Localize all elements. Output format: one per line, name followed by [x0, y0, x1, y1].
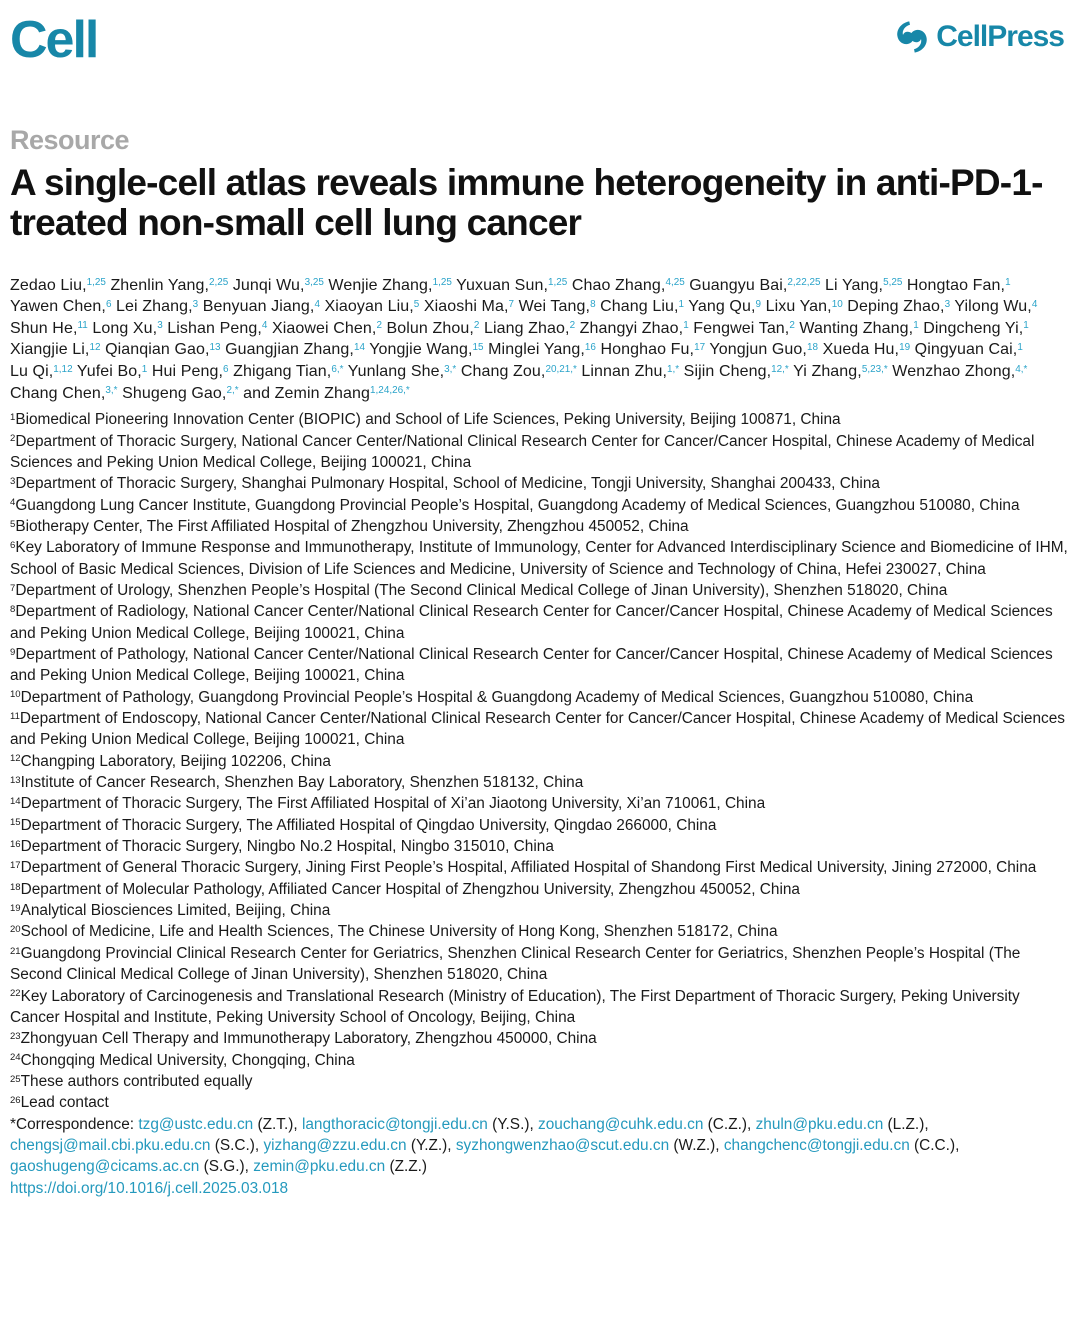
- author: Benyuan Jiang,$^4$: [202, 298, 320, 316]
- correspondence-email-link[interactable]: changchenc@tongji.edu.cn: [723, 1136, 910, 1154]
- author: Li Yang,$^{5,25}$: [825, 276, 903, 294]
- article-title: A single-cell atlas reveals immune heterogeneity in anti-PD-1-treated non-small cell lung cancer: [10, 162, 1043, 244]
- affiliation: $^{13}$Institute of Cancer Research, Shenzhen Bay Laboratory, Shenzhen 518132, China: [10, 774, 584, 792]
- author: Guangyu Bai,$^{2,22,25}$: [689, 276, 821, 294]
- author: Lixu Yan,$^{10}$: [765, 298, 843, 316]
- author: Linnan Zhu,$^{1,*}$: [581, 363, 680, 381]
- author: Sijin Cheng,$^{12,*}$: [683, 363, 789, 381]
- author: Long Xu,$^3$: [92, 319, 163, 337]
- author: Lu Qi,$^{1,12}$: [10, 363, 73, 381]
- cellpress-logo-text: CellPress: [936, 20, 1064, 53]
- affiliation: $^{15}$Department of Thoracic Surgery, The Affiliated Hospital of Qingdao University, Qingdao 266000, China: [10, 816, 717, 834]
- author: Minglei Yang,$^{16}$: [488, 341, 596, 359]
- correspondence-email-link[interactable]: tzg@ustc.edu.cn: [138, 1115, 254, 1133]
- affiliation: $^8$Department of Radiology, National Cancer Center/National Clinical Research Center for Cancer/Cancer Hospital, Chinese Academy of Medical Sciences and Peking Union Medical College, Beijing 100021, China: [10, 603, 1053, 642]
- author: Yilong Wu,$^4$: [954, 298, 1038, 316]
- affiliation: $^{19}$Analytical Biosciences Limited, Beijing, China: [10, 902, 331, 920]
- affiliation: $^5$Biotherapy Center, The First Affiliated Hospital of Zhengzhou University, Zhengzhou 450052, China: [10, 517, 689, 535]
- correspondence-block: *Correspondence: tzg@ustc.edu.cn (Z.T.), langthoracic@tongji.edu.cn (Y.S.), zouchang@cuhk.edu.cn (C.Z.), zhuln@pku.edu.cn (L.Z.), chengsj@mail.cbi.pku.edu.cn (S.C.), yizhang@zzu.edu.cn (Y.Z.), syzhongwenzhao@scut.edu.cn (W.Z.), changchenc@tongji.edu.cn (C.C.), gaoshugeng@cicams.ac.cn (S.G.), zemin@pku.edu.cn (Z.Z.): [10, 1115, 960, 1176]
- author: Xiangjie Li,$^{12}$: [10, 341, 101, 359]
- author: Yongjun Guo,$^{18}$: [709, 341, 819, 359]
- author: Wanting Zhang,$^1$: [799, 319, 919, 337]
- affiliation: $^3$Department of Thoracic Surgery, Shanghai Pulmonary Hospital, School of Medicine, Tongji University, Shanghai 200433, China: [10, 475, 880, 493]
- affiliation: $^{23}$Zhongyuan Cell Therapy and Immunotherapy Laboratory, Zhengzhou 450000, China: [10, 1030, 597, 1048]
- affiliation: $^{18}$Department of Molecular Pathology, Affiliated Cancer Hospital of Zhengzhou University, Zhengzhou 450052, China: [10, 880, 800, 898]
- affiliation: $^6$Key Laboratory of Immune Response and Immunotherapy, Institute of Immunology, Center for Advanced Interdisciplinary Science and Biomedicine of IHM, School of Basic Medical Sciences, Division of Life Sciences and Medicine, University of Science and Technology of China, Hefei 230027, China: [10, 539, 1068, 578]
- affiliation: $^{16}$Department of Thoracic Surgery, Ningbo No.2 Hospital, Ningbo 315010, China: [10, 838, 554, 856]
- correspondence-email-link[interactable]: syzhongwenzhao@scut.edu.cn: [455, 1136, 670, 1154]
- author: Guangjian Zhang,$^{14}$: [225, 341, 365, 359]
- affiliation: $^{11}$Department of Endoscopy, National Cancer Center/National Clinical Research Center for Cancer/Cancer Hospital, Chinese Academy of Medical Sciences and Peking Union Medical College, Beijing 100021, China: [10, 710, 1065, 749]
- author: Wenzhao Zhong,$^{4,*}$: [892, 363, 1028, 381]
- affiliation: $^2$Department of Thoracic Surgery, National Cancer Center/National Clinical Research Center for Cancer/Cancer Hospital, Chinese Academy of Medical Sciences and Peking Union Medical College, Beijing 100021, China: [10, 432, 1035, 471]
- author: Yunlang She,$^{3,*}$: [347, 363, 457, 381]
- affiliation: $^{12}$Changping Laboratory, Beijing 102206, China: [10, 752, 331, 770]
- author: Deping Zhao,$^3$: [847, 298, 951, 316]
- affiliation: $^{24}$Chongqing Medical University, Chongqing, China: [10, 1051, 355, 1069]
- article-type-label: Resource: [10, 125, 130, 155]
- author: Chang Zou,$^{20,21,*}$: [460, 363, 577, 381]
- author: Yi Zhang,$^{5,23,*}$: [793, 363, 888, 381]
- author: Chang Liu,$^1$: [600, 298, 685, 316]
- author: Hongtao Fan,$^1$: [906, 276, 1011, 294]
- author: Yuxuan Sun,$^{1,25}$: [456, 276, 568, 294]
- author: Wei Tang,$^8$: [518, 298, 596, 316]
- affiliation: $^7$Department of Urology, Shenzhen People’s Hospital (The Second Clinical Medical College of Jinan University), Shenzhen 518020, China: [10, 581, 948, 599]
- author: Yongjie Wang,$^{15}$: [369, 341, 484, 359]
- author-list: [10, 275, 1068, 405]
- affiliation: $^9$Department of Pathology, National Cancer Center/National Clinical Research Center for Cancer/Cancer Hospital, Chinese Academy of Medical Sciences and Peking Union Medical College, Beijing 100021, China: [10, 646, 1053, 685]
- cellpress-logo: [895, 20, 1064, 54]
- author: Honghao Fu,$^{17}$: [600, 341, 706, 359]
- affiliation: $^{20}$School of Medicine, Life and Health Sciences, The Chinese University of Hong Kong, Shenzhen 518172, China: [10, 923, 778, 941]
- author: and Zemin Zhang$^{1,24,26,*}$: [243, 384, 410, 402]
- cell-journal-logo: Cell: [10, 11, 98, 69]
- author: Xueda Hu,$^{19}$: [822, 341, 911, 359]
- affiliation: $^{22}$Key Laboratory of Carcinogenesis and Translational Research (Ministry of Education), The First Department of Thoracic Surgery, Peking University Cancer Hospital and Institute, Peking University School of Oncology, Beijing, China: [10, 987, 1020, 1026]
- author: Lishan Peng,$^4$: [167, 319, 268, 337]
- affiliation: $^{14}$Department of Thoracic Surgery, The First Affiliated Hospital of Xi’an Jiaotong University, Xi’an 710061, China: [10, 795, 766, 813]
- author: Qingyuan Cai,$^1$: [914, 341, 1023, 359]
- author: Xiaowei Chen,$^2$: [271, 319, 382, 337]
- correspondence-email-link[interactable]: gaoshugeng@cicams.ac.cn: [10, 1158, 200, 1176]
- author: Yawen Chen,$^6$: [10, 298, 112, 316]
- doi-link[interactable]: https://doi.org/10.1016/j.cell.2025.03.018: [10, 1179, 289, 1197]
- author: Qianqian Gao,$^{13}$: [105, 341, 221, 359]
- correspondence-email-link[interactable]: zouchang@cuhk.edu.cn: [538, 1115, 704, 1133]
- correspondence-email-link[interactable]: zhuln@pku.edu.cn: [755, 1115, 884, 1133]
- author: Zhigang Tian,$^{6,*}$: [233, 363, 344, 381]
- affiliation: $^{10}$Department of Pathology, Guangdong Provincial People’s Hospital & Guangdong Academy of Medical Sciences, Guangzhou 510080, China: [10, 688, 974, 706]
- affiliation: $^{25}$These authors contributed equally: [10, 1072, 253, 1090]
- author: Shun He,$^{11}$: [10, 319, 88, 337]
- author: Zhangyi Zhao,$^1$: [579, 319, 689, 337]
- author: Lei Zhang,$^3$: [116, 298, 199, 316]
- affiliation: $^4$Guangdong Lung Cancer Institute, Guangdong Provincial People’s Hospital, Guangdong Academy of Medical Sciences, Guangzhou 510080, China: [10, 496, 1020, 514]
- author: Hui Peng,$^6$: [151, 363, 229, 381]
- affiliation: $^{17}$Department of General Thoracic Surgery, Jining First People’s Hospital, Affiliated Hospital of Shandong First Medical University, Jining 272000, China: [10, 859, 1037, 877]
- correspondence-email-link[interactable]: yizhang@zzu.edu.cn: [263, 1136, 407, 1154]
- correspondence-email-link[interactable]: zemin@pku.edu.cn: [253, 1158, 386, 1176]
- affiliation: $^{26}$Lead contact: [10, 1094, 109, 1112]
- author: Bolun Zhou,$^2$: [386, 319, 480, 337]
- author: Junqi Wu,$^{3,25}$: [232, 276, 324, 294]
- author: Zhenlin Yang,$^{2,25}$: [110, 276, 229, 294]
- author: Xiaoyan Liu,$^5$: [324, 298, 420, 316]
- affiliation: $^1$Biomedical Pioneering Innovation Center (BIOPIC) and School of Life Sciences, Peking University, Beijing 100871, China: [10, 411, 841, 429]
- correspondence-email-link[interactable]: langthoracic@tongji.edu.cn: [301, 1115, 488, 1133]
- cellpress-swoosh-icon: [895, 20, 929, 54]
- author: Yufei Bo,$^1$: [76, 363, 148, 381]
- doi-line: [10, 1178, 1068, 1199]
- author: Zedao Liu,$^{1,25}$: [10, 276, 106, 294]
- correspondence-email-link[interactable]: chengsj@mail.cbi.pku.edu.cn: [10, 1136, 211, 1154]
- author: Yang Qu,$^9$: [688, 298, 762, 316]
- author: Chang Chen,$^{3,*}$: [10, 384, 118, 402]
- affiliation-list: [10, 409, 1068, 1113]
- author: Shugeng Gao,$^{2,*}$: [122, 384, 239, 402]
- author: Dingcheng Yi,$^1$: [923, 319, 1029, 337]
- masthead: [10, 12, 1068, 70]
- author: Fengwei Tan,$^2$: [693, 319, 795, 337]
- author: Liang Zhao,$^2$: [483, 319, 576, 337]
- affiliation: $^{21}$Guangdong Provincial Clinical Research Center for Geriatrics, Shenzhen Clinical Research Center for Geriatrics, Shenzhen People’s Hospital (The Second Clinical Medical College of Jinan University), Shenzhen 518020, China: [10, 944, 1021, 984]
- author: Xiaoshi Ma,$^7$: [423, 298, 515, 316]
- author: Chao Zhang,$^{4,25}$: [571, 276, 685, 294]
- author: Wenjie Zhang,$^{1,25}$: [328, 276, 452, 294]
